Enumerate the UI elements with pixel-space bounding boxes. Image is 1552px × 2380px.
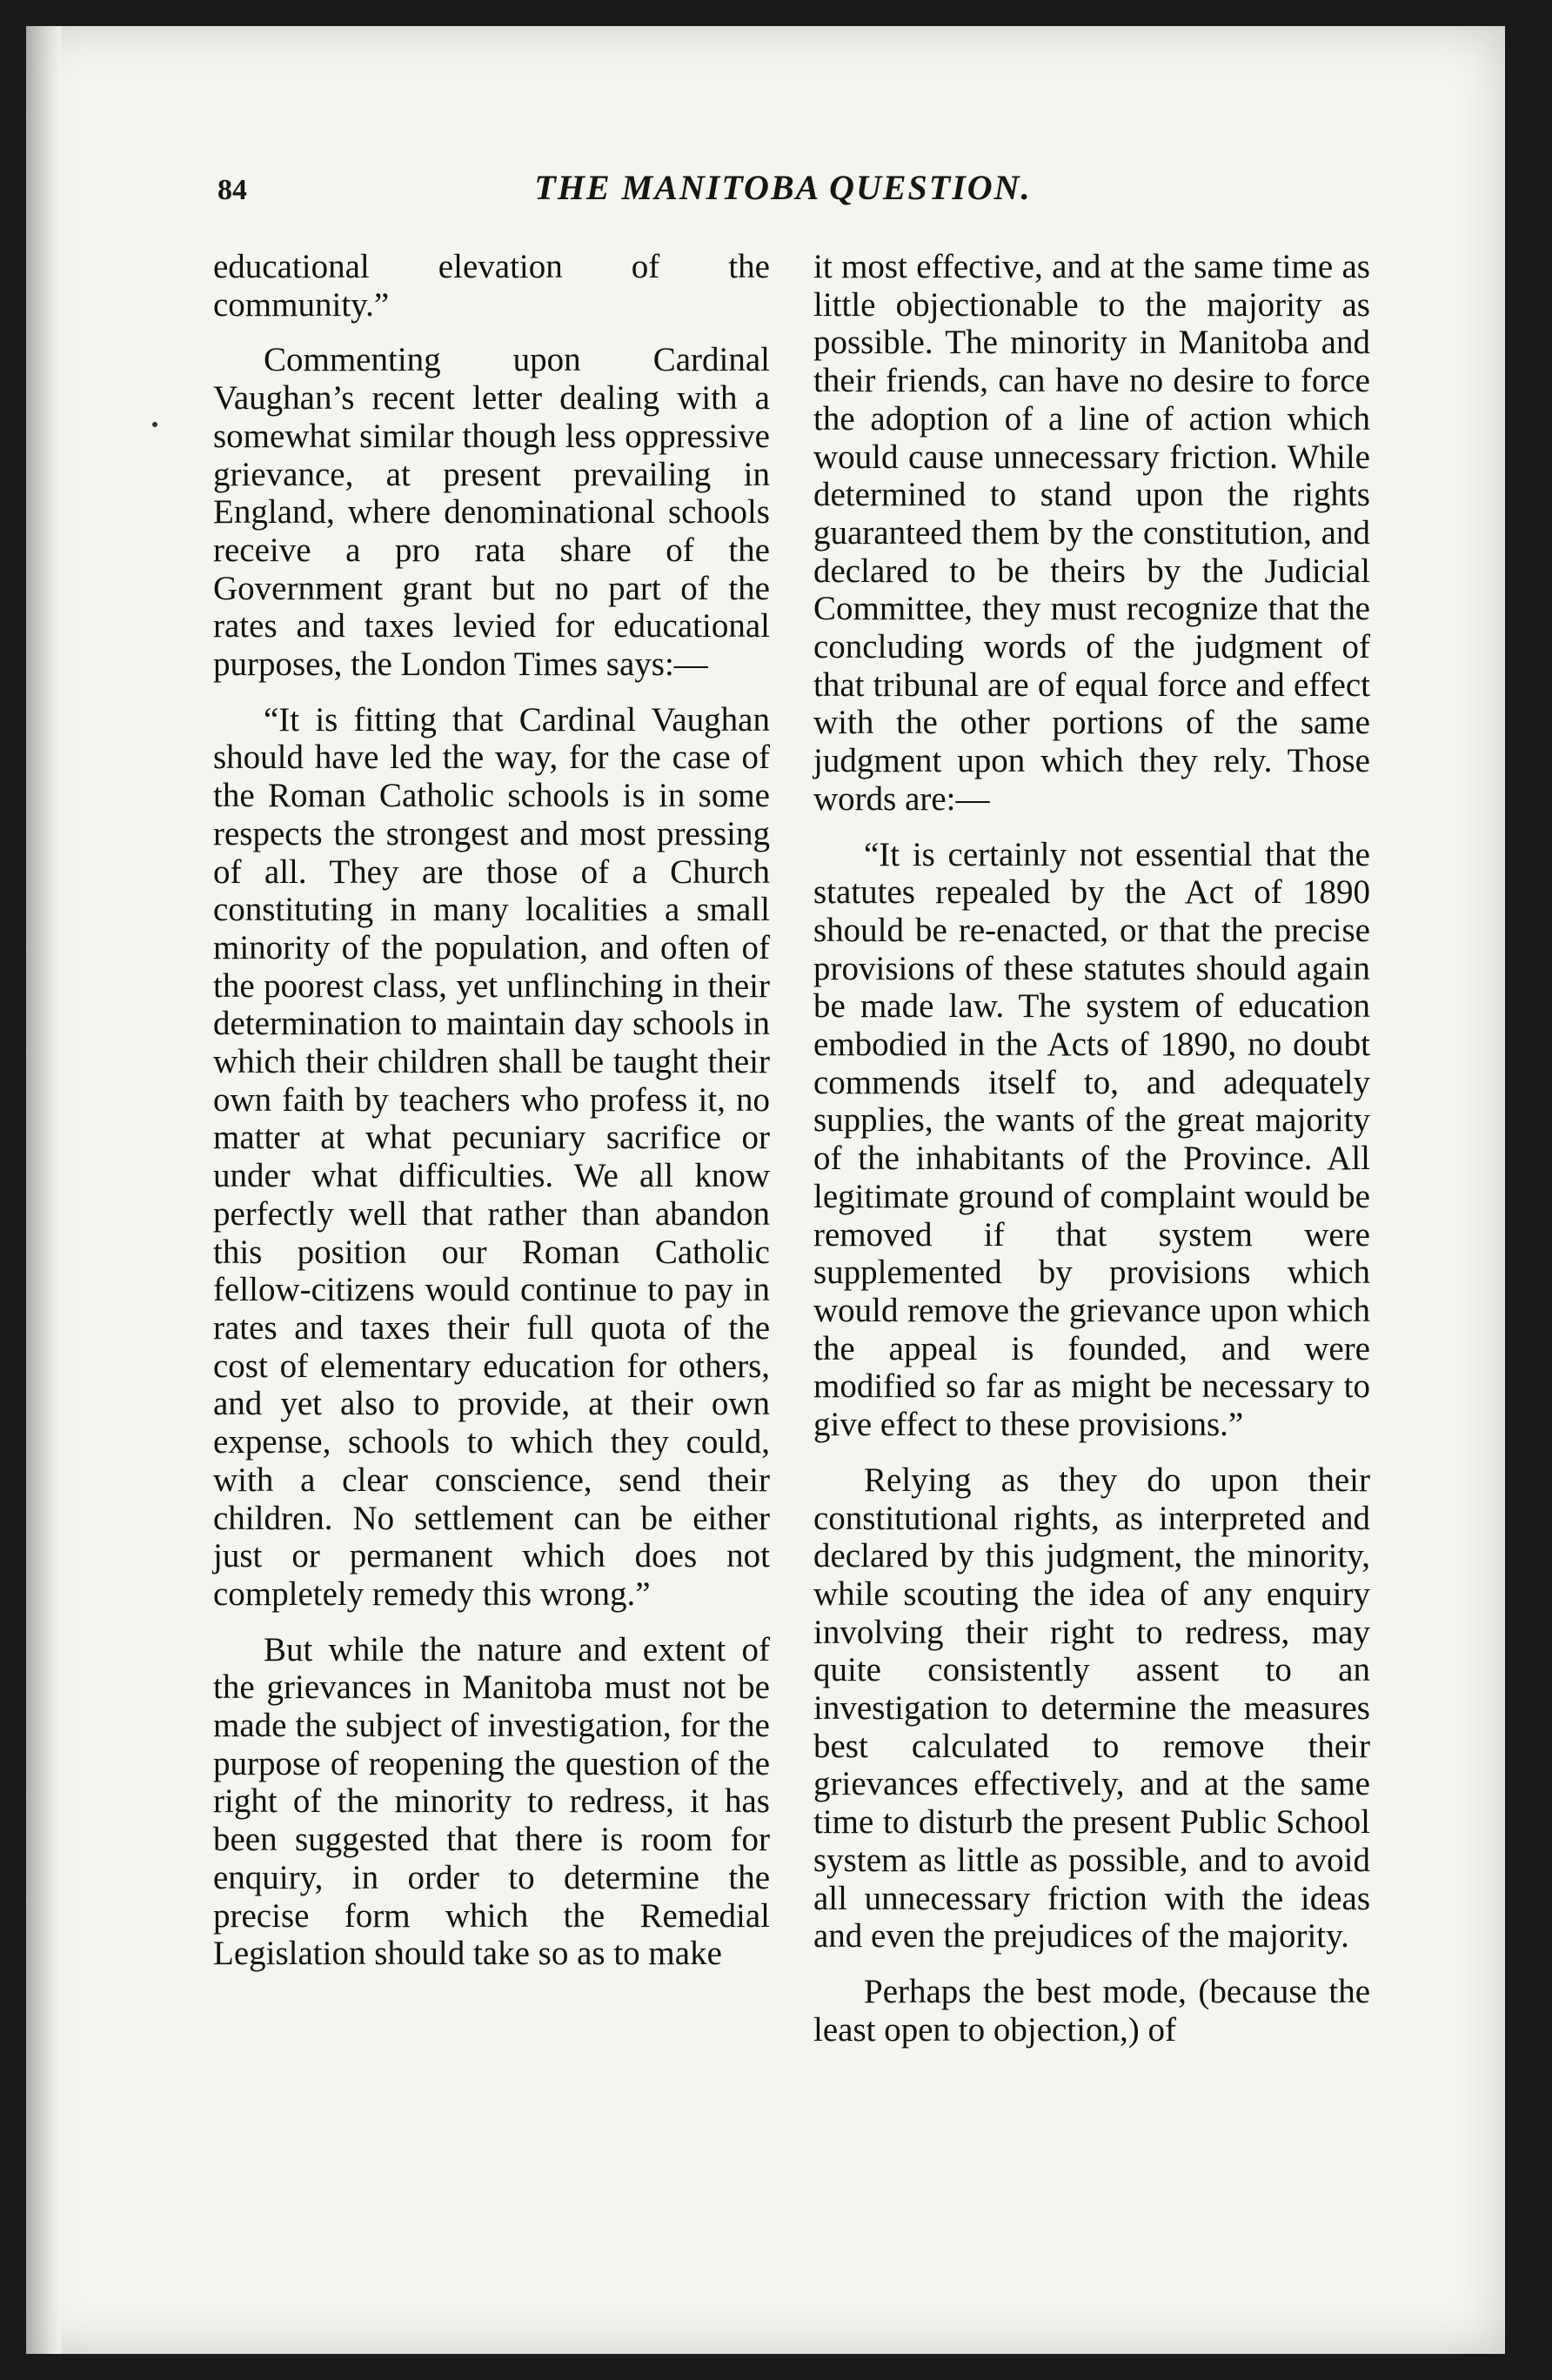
paragraph: Perhaps the best mode, (because the least open to objection,) of	[813, 1972, 1370, 2049]
paragraph: educational elevation of the community.”	[213, 248, 770, 324]
page-spine-shadow	[26, 26, 61, 2354]
running-title: THE MANITOBA QUESTION.	[534, 168, 1032, 207]
page-number: 84	[217, 174, 247, 206]
ink-speck	[152, 422, 157, 427]
book-page	[26, 26, 1505, 2354]
paragraph: “It is certainly not essential that the statutes repealed by the Act of 1890 should be re-enacted, or that the precise provisions of these statutes should again be made law. The system of education embodied in the Acts of 1890, no doubt commends itself to, and adequately supplies, the wants of the great majority of the inhabitants of the Province. All legitimate ground of complaint would be removed if that system were supplemented by provisions which would remove the grievance upon which the appeal is founded, and were modified so far as might be necessary to give effect to these provisions.”	[813, 835, 1370, 1444]
page-header	[217, 165, 1348, 217]
paragraph: Commenting upon Cardinal Vaughan’s recent letter dealing with a somewhat similar though less oppressive grievance, at present prevailing in England, where denominational schools receive a pro rata share of the Government grant but no part of the rates and taxes levied for educational purposes, the London Times says:—	[213, 341, 770, 684]
left-column	[213, 248, 770, 1973]
paragraph: “It is fitting that Cardinal Vaughan should have led the way, for the case of the Roman Catholic schools is in some respects the strongest and most pressing of all. They are those of a Church constituting in many localities a small minority of the population, and often of the poorest class, yet unflinching in their determination to maintain day schools in which their children shall be taught their own faith by teachers who profess it, no matter at what pecuniary sacrifice or under what difficulties. We all know perfectly well that rather than abandon this position our Roman Catholic fellow-citizens would continue to pay in rates and taxes their full quota of the cost of elementary education for others, and yet also to provide, at their own expense, schools to which they could, with a clear conscience, send their children. No settlement can be either just or permanent which does not completely remedy this wrong.”	[213, 700, 770, 1613]
right-column	[813, 248, 1370, 2049]
paragraph: Relying as they do upon their constitutional rights, as interpreted and declared by this judgment, the minority, while scouting the idea of any enquiry involving their right to redress, may quite consistently assent to an investigation to determine the measures best calculated to remove their grievances effectively, and at the same time to disturb the present Public School system as little as possible, and to avoid all unnecessary friction with the ideas and even the prejudices of the majority.	[813, 1461, 1370, 1955]
paragraph: it most effective, and at the same time as little objectionable to the majority as possible. The minority in Manitoba and their friends, can have no desire to force the adoption of a line of action which would cause unnecessary friction. While determined to stand upon the rights guaranteed them by the constitution, and declared to be theirs by the Judicial Committee, they must recognize that the concluding words of the judgment of that tribunal are of equal force and effect with the other portions of the same judgment upon which they rely. Those words are:—	[813, 248, 1370, 818]
paragraph: But while the nature and extent of the grievances in Manitoba must not be made the subject of investigation, for the purpose of reopening the question of the right of the minority to redress, it has been suggested that there is room for enquiry, in order to determine the precise form which the Remedial Legislation should take so as to make	[213, 1630, 770, 1973]
